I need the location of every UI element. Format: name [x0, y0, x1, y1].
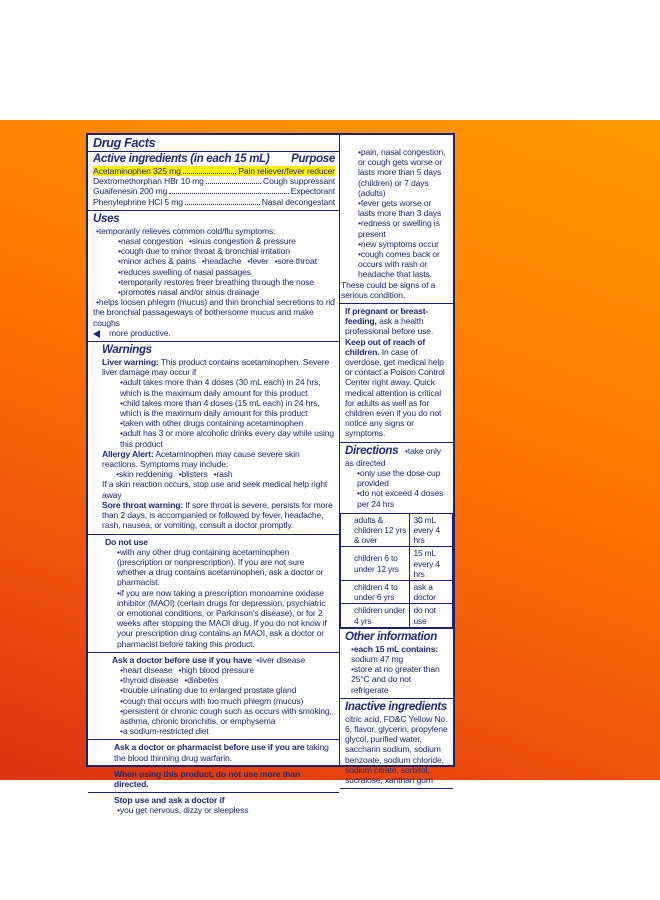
inactive-ingredients-text: citric acid, FD&C Yellow No. 6, flavor, glycerin, propylene glycol, purified water, saccharin sodium, sodium benzoate, sodium chloride, sodium citrate, sorbitol, sucralose, xanthan gum — [345, 713, 448, 785]
do-not-use-section — [88, 535, 339, 653]
table-row: children 6 to under 12 yrs 15 mL every 4 hrs — [341, 547, 453, 581]
allergy-alert: Allergy Alert: Acetaminophen may cause severe skin reactions. Symptoms may include: — [102, 448, 300, 470]
inactive-ingredients-heading: Inactive ingredients — [345, 700, 448, 713]
ingredient-name: Dextromethorphan HBr 10 mg — [93, 176, 204, 187]
directions-heading: Directions — [345, 444, 399, 457]
serious-condition-note: These could be signs of a serious condition. — [341, 279, 436, 300]
uses-heading: Uses — [93, 212, 120, 225]
table-row: adults & children 12 yrs & over 30 mL every 4 hrs — [341, 513, 453, 547]
ingredient-purpose: Nasal decongestant — [261, 196, 335, 207]
table-row: children under 4 yrs do not use — [341, 604, 453, 627]
uses-intro: • temporarily relieves common cold/flu symptoms: — [93, 226, 335, 236]
dosage-table — [340, 513, 453, 628]
left-column — [88, 135, 340, 816]
symptom-row: • cough due to minor throat & bronchial irritation — [93, 246, 335, 256]
active-ingredients-heading: Active ingredients (in each 15 mL) — [93, 153, 270, 165]
phlegm-line-row: more productive. — [93, 328, 335, 338]
symptom-row: • reduces swelling of nasal passages — [93, 267, 335, 277]
symptom-row: • nasal congestion • sinus congestion & pressure — [93, 236, 335, 246]
allergy-after: If a skin reaction occurs, stop use and seek medical help right away — [102, 479, 328, 500]
ingredient-row — [93, 197, 335, 207]
warnings-heading: Warnings — [102, 344, 152, 357]
ingredient-name: Acetaminophen 325 mg — [93, 166, 181, 176]
ingredient-purpose: Pain reliever/fever reducer — [238, 166, 335, 176]
when-using-section: When using this product, do not use more than directed. — [88, 767, 339, 793]
table-row: children 4 to under 6 yrs ask a doctor — [341, 580, 453, 603]
warnings-section — [88, 342, 339, 534]
other-information-heading: Other information — [345, 630, 438, 643]
allergy-items: • skin reddening • blisters • rash — [102, 469, 335, 479]
ingredient-name: Phenylephrine HCl 5 mg — [93, 196, 183, 207]
ask-doctor-items: • heart disease • high blood pressure • thyroid disease • diabetes • trouble urinating due to enlarged prostate gland • cough that occurs with too much phlegm (mucus) • persistent or chronic cough such as occurs with smoking, asthma, chronic bronchitis, or emphysema • a sodium-restricted diet — [112, 665, 335, 736]
empty-panel — [340, 789, 453, 794]
drug-facts-title: Drug Facts — [88, 136, 339, 152]
phlegm-line: the bronchial passageways of bothersome mucus and make coughs — [93, 307, 314, 328]
liver-warning: Liver warning: This product contains acetaminophen. Severe liver damage may occur if — [102, 357, 330, 378]
ingredient-purpose: Expectorant — [290, 186, 335, 197]
symptom-row: • temporarily restores freer breathing through the nose — [93, 277, 335, 287]
ingredient-row — [93, 176, 335, 186]
pregnancy-section: If pregnant or breast-feeding, ask a health professional before use. Keep out of reach of children. In case of overdose, get medical help or contact a Poison Control Center right away. Quick medical attention is critical for adults as well as for children even if you do not notice any signs or symptoms. — [340, 304, 453, 443]
ingredient-row — [93, 186, 335, 196]
purpose-heading: Purpose — [291, 153, 335, 165]
active-ingredients-header — [93, 153, 335, 166]
liver-items: • adult takes more than 4 doses (30 mL each) in 24 hrs, which is the maximum daily amount for this product • child takes more than 4 doses (15 mL each) in 24 hrs, which is the maximum daily amount for this product • taken with other drugs containing acetaminophen • adult has 3 or more alcoholic drinks every day while using this product — [102, 377, 335, 448]
do-not-use-heading: Do not use — [105, 536, 148, 547]
stop-use-section: Stop use and ask a doctor if • you get nervous, dizzy or sleepless — [88, 793, 339, 818]
ingredient-row — [93, 166, 335, 176]
ingredient-purpose: Cough suppressant — [263, 176, 335, 187]
ask-pharmacist-section: Ask a doctor or pharmacist before use if you are taking the blood thinning drug warfarin. — [88, 740, 339, 766]
arrow-left-icon — [93, 330, 100, 338]
right-column — [340, 135, 453, 785]
stop-use-continued-items: • pain, nasal congestion, or cough gets worse or lasts more than 5 days (children) or 7 days (adults) • fever gets worse or lasts more than 3 days • redness or swelling is present • new symptoms occur • cough comes back or occurs with rash or headache that lasts. — [340, 147, 449, 280]
symptom-row: • promotes nasal and/or sinus drainage — [93, 287, 335, 297]
other-information-items: • each 15 mL contains: sodium 47 mg • store at no greater than 25°C and do not refrigerate — [345, 644, 449, 695]
phlegm-line: • helps loosen phlegm (mucus) and thin bronchial secretions to rid — [93, 297, 335, 307]
other-information-section — [340, 629, 453, 699]
sore-throat-warning: Sore throat warning: If sore throat is severe, persists for more than 2 days, is accompanied or followed by fever, headache, rash, nausea, or vomiting, consult a doctor promptly. — [102, 499, 333, 531]
uses-section — [88, 211, 339, 342]
ingredient-name: Guaifenesin 200 mg — [93, 186, 168, 197]
symptom-row: • minor aches & pains • headache • fever • sore throat — [93, 256, 335, 266]
ask-doctor-header: Ask a doctor before use if you have • liver disease — [112, 655, 335, 665]
active-ingredients-section — [88, 135, 339, 211]
inactive-ingredients-section — [340, 699, 453, 789]
do-not-use-items: • with any other drug containing acetaminophen (prescription or nonprescription). If you are not sure whether a drug contains acetaminophen, ask a doctor or pharmacist. • if you are now taking a prescription monoamine oxidase inhibitor (MAOI) (certain drugs for depression, psychiatric or emotional conditions, or Parkinson's disease), or for 2 weeks after stopping the MAOI drug. If you do not know if your prescription drug contains an MAOI, ask a doctor or pharmacist before taking this product. — [105, 547, 335, 649]
stop-use-continued-section — [340, 135, 453, 304]
ask-doctor-section — [88, 653, 339, 741]
directions-items: • only use the dose cup provided • do not exceed 4 doses per 24 hrs — [345, 468, 449, 509]
directions-section: Directions • take only as directed • only use the dose cup provided • do not exceed 4 doses per 24 hrs adults & children 12 yrs & over 30 mL every 4 hrs children 6 to under 12 yrs 15 mL every 4 hrs children 4 to under 6 yrs ask a doctor children under 4 yrs do not use — [340, 443, 453, 629]
drug-facts-label — [86, 133, 455, 816]
